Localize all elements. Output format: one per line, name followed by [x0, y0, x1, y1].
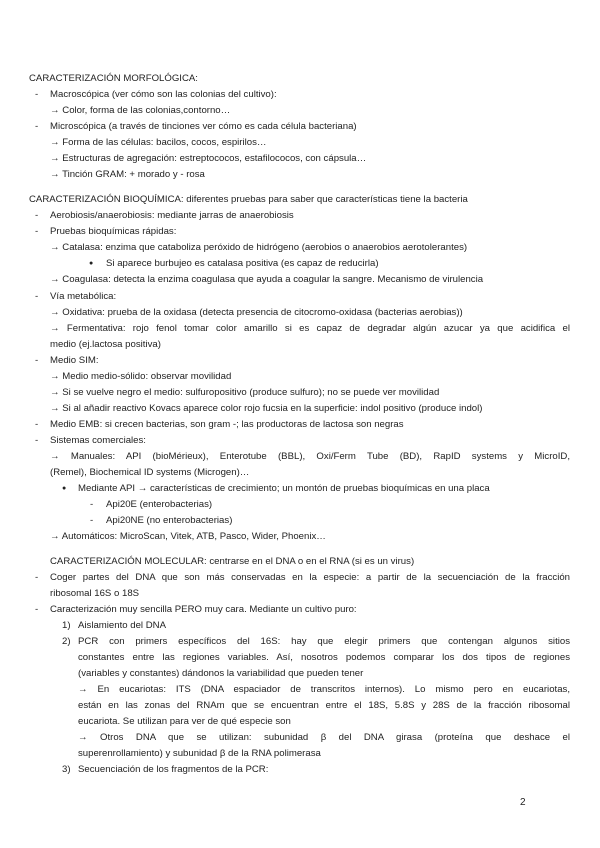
- dash-bullet: -: [35, 291, 39, 302]
- dash-bullet: -: [35, 572, 39, 583]
- list-item: Mediante API → características de crecimiento; un montón de pruebas bioquímicas en una placa: [78, 483, 490, 494]
- list-item: constantes entre las regiones variables. Así, nosotros podemos comparar los dos tipos de regiones: [78, 652, 570, 663]
- list-item: Sistemas comerciales:: [50, 435, 146, 446]
- list-item: → Si se vuelve negro el medio: sulfuropositivo (produce sulfuro); no se puede ver movilidad: [50, 387, 440, 398]
- dash-bullet: -: [35, 435, 39, 446]
- dot-bullet: ●: [62, 485, 67, 492]
- list-item: Pruebas bioquímicas rápidas:: [50, 226, 177, 237]
- dash-bullet: -: [35, 419, 39, 430]
- list-item: (Remel), Biochemical ID systems (Microgen)…: [50, 467, 250, 478]
- list-item: (variables y constantes) dándonos la variabilidad que pueden tener: [78, 668, 364, 679]
- list-item: están en las zonas del RNAm que se encuentran entre el 18S, 5.8S y 28S de la fracción ribosomal: [78, 700, 570, 711]
- list-item: Aislamiento del DNA: [78, 620, 166, 631]
- list-item: Medio SIM:: [50, 355, 99, 366]
- dash-bullet: -: [90, 499, 94, 510]
- list-item: → Fermentativa: rojo fenol tomar color amarillo si es capaz de degradar algún azucar ya que acidifica el: [50, 323, 570, 334]
- page-number: 2: [520, 797, 526, 808]
- list-item: eucariota. Se utilizan para ver de qué especie son: [78, 716, 291, 727]
- list-item: PCR con primers específicos del 16S: hay que elegir primers que contengan algunos sitios: [78, 636, 570, 647]
- list-item: Macroscópica (ver cómo son las colonias del cultivo):: [50, 89, 277, 100]
- list-item: → Otros DNA que se utilizan: subunidad β del DNA girasa (proteína que deshace el: [78, 732, 570, 743]
- section-title-molecular: CARACTERIZACIÓN MOLECULAR: centrarse en el DNA o en el RNA (si es un virus): [50, 556, 415, 567]
- dot-bullet: ●: [89, 260, 94, 267]
- list-item: → Oxidativa: prueba de la oxidasa (detecta presencia de citocromo-oxidasa (bacterias aerobias)): [50, 307, 463, 318]
- list-item: Vía metabólica:: [50, 291, 117, 302]
- list-item: Api20E (enterobacterias): [106, 499, 213, 510]
- list-number: 2): [62, 636, 71, 647]
- list-item: Caracterización muy sencilla PERO muy cara. Mediante un cultivo puro:: [50, 604, 357, 615]
- list-item: → Estructuras de agregación: estreptococos, estafilococos, con cápsula…: [50, 153, 367, 164]
- list-item: → Catalasa: enzima que cataboliza peróxido de hidrógeno (aerobios o anaerobios aerotolerantes): [50, 242, 468, 253]
- list-item: → Automáticos: MicroScan, Vitek, ATB, Pasco, Wider, Phoenix…: [50, 531, 326, 542]
- section-title-bioquimica: CARACTERIZACIÓN BIOQUÍMICA: diferentes pruebas para saber que características tiene la bacteria: [29, 194, 468, 205]
- dash-bullet: -: [35, 210, 39, 221]
- list-number: 1): [62, 620, 71, 631]
- list-item: Medio EMB: si crecen bacterias, son gram -; las productoras de lactosa son negras: [50, 419, 404, 430]
- list-item: → Forma de las células: bacilos, cocos, espirilos…: [50, 137, 267, 148]
- list-item: Aerobiosis/anaerobiosis: mediante jarras de anaerobiosis: [50, 210, 294, 221]
- list-item: ribosomal 16S o 18S: [50, 588, 140, 599]
- dash-bullet: -: [35, 89, 39, 100]
- list-item: medio (ej.lactosa positiva): [50, 339, 161, 350]
- list-item: Coger partes del DNA que son más conservadas en la especie: a partir de la secuenciación de la fracción: [50, 572, 570, 583]
- list-item: → Coagulasa: detecta la enzima coagulasa que ayuda a coagular la sangre. Mecanismo de virulencia: [50, 274, 484, 285]
- list-item: superenrollamiento) y subunidad β de la RNA polimerasa: [78, 748, 321, 759]
- list-item: Secuenciación de los fragmentos de la PCR:: [78, 764, 269, 775]
- list-item: → En eucariotas: ITS (DNA espaciador de transcritos internos). Lo mismo pero en eucariotas,: [78, 684, 570, 695]
- dash-bullet: -: [35, 604, 39, 615]
- list-item: Si aparece burbujeo es catalasa positiva (es capaz de reducirla): [106, 258, 379, 269]
- section-title-morfologica: CARACTERIZACIÓN MORFOLÓGICA:: [29, 73, 198, 84]
- list-number: 3): [62, 764, 71, 775]
- list-item: → Manuales: API (bioMérieux), Enterotube (BBL), Oxi/Ferm Tube (BD), RapID systems y MicroID,: [50, 451, 570, 462]
- dash-bullet: -: [35, 226, 39, 237]
- list-item: Api20NE (no enterobacterias): [106, 515, 233, 526]
- list-item: → Medio medio-sólido: observar movilidad: [50, 371, 232, 382]
- dash-bullet: -: [35, 355, 39, 366]
- list-item: → Tinción GRAM: + morado y - rosa: [50, 169, 205, 180]
- list-item: → Si al añadir reactivo Kovacs aparece color rojo fucsia en la superficie: indol positivo (produce indol): [50, 403, 483, 414]
- list-item: → Color, forma de las colonias,contorno…: [50, 105, 231, 116]
- dash-bullet: -: [35, 121, 39, 132]
- list-item: Microscópica (a través de tinciones ver cómo es cada célula bacteriana): [50, 121, 357, 132]
- dash-bullet: -: [90, 515, 94, 526]
